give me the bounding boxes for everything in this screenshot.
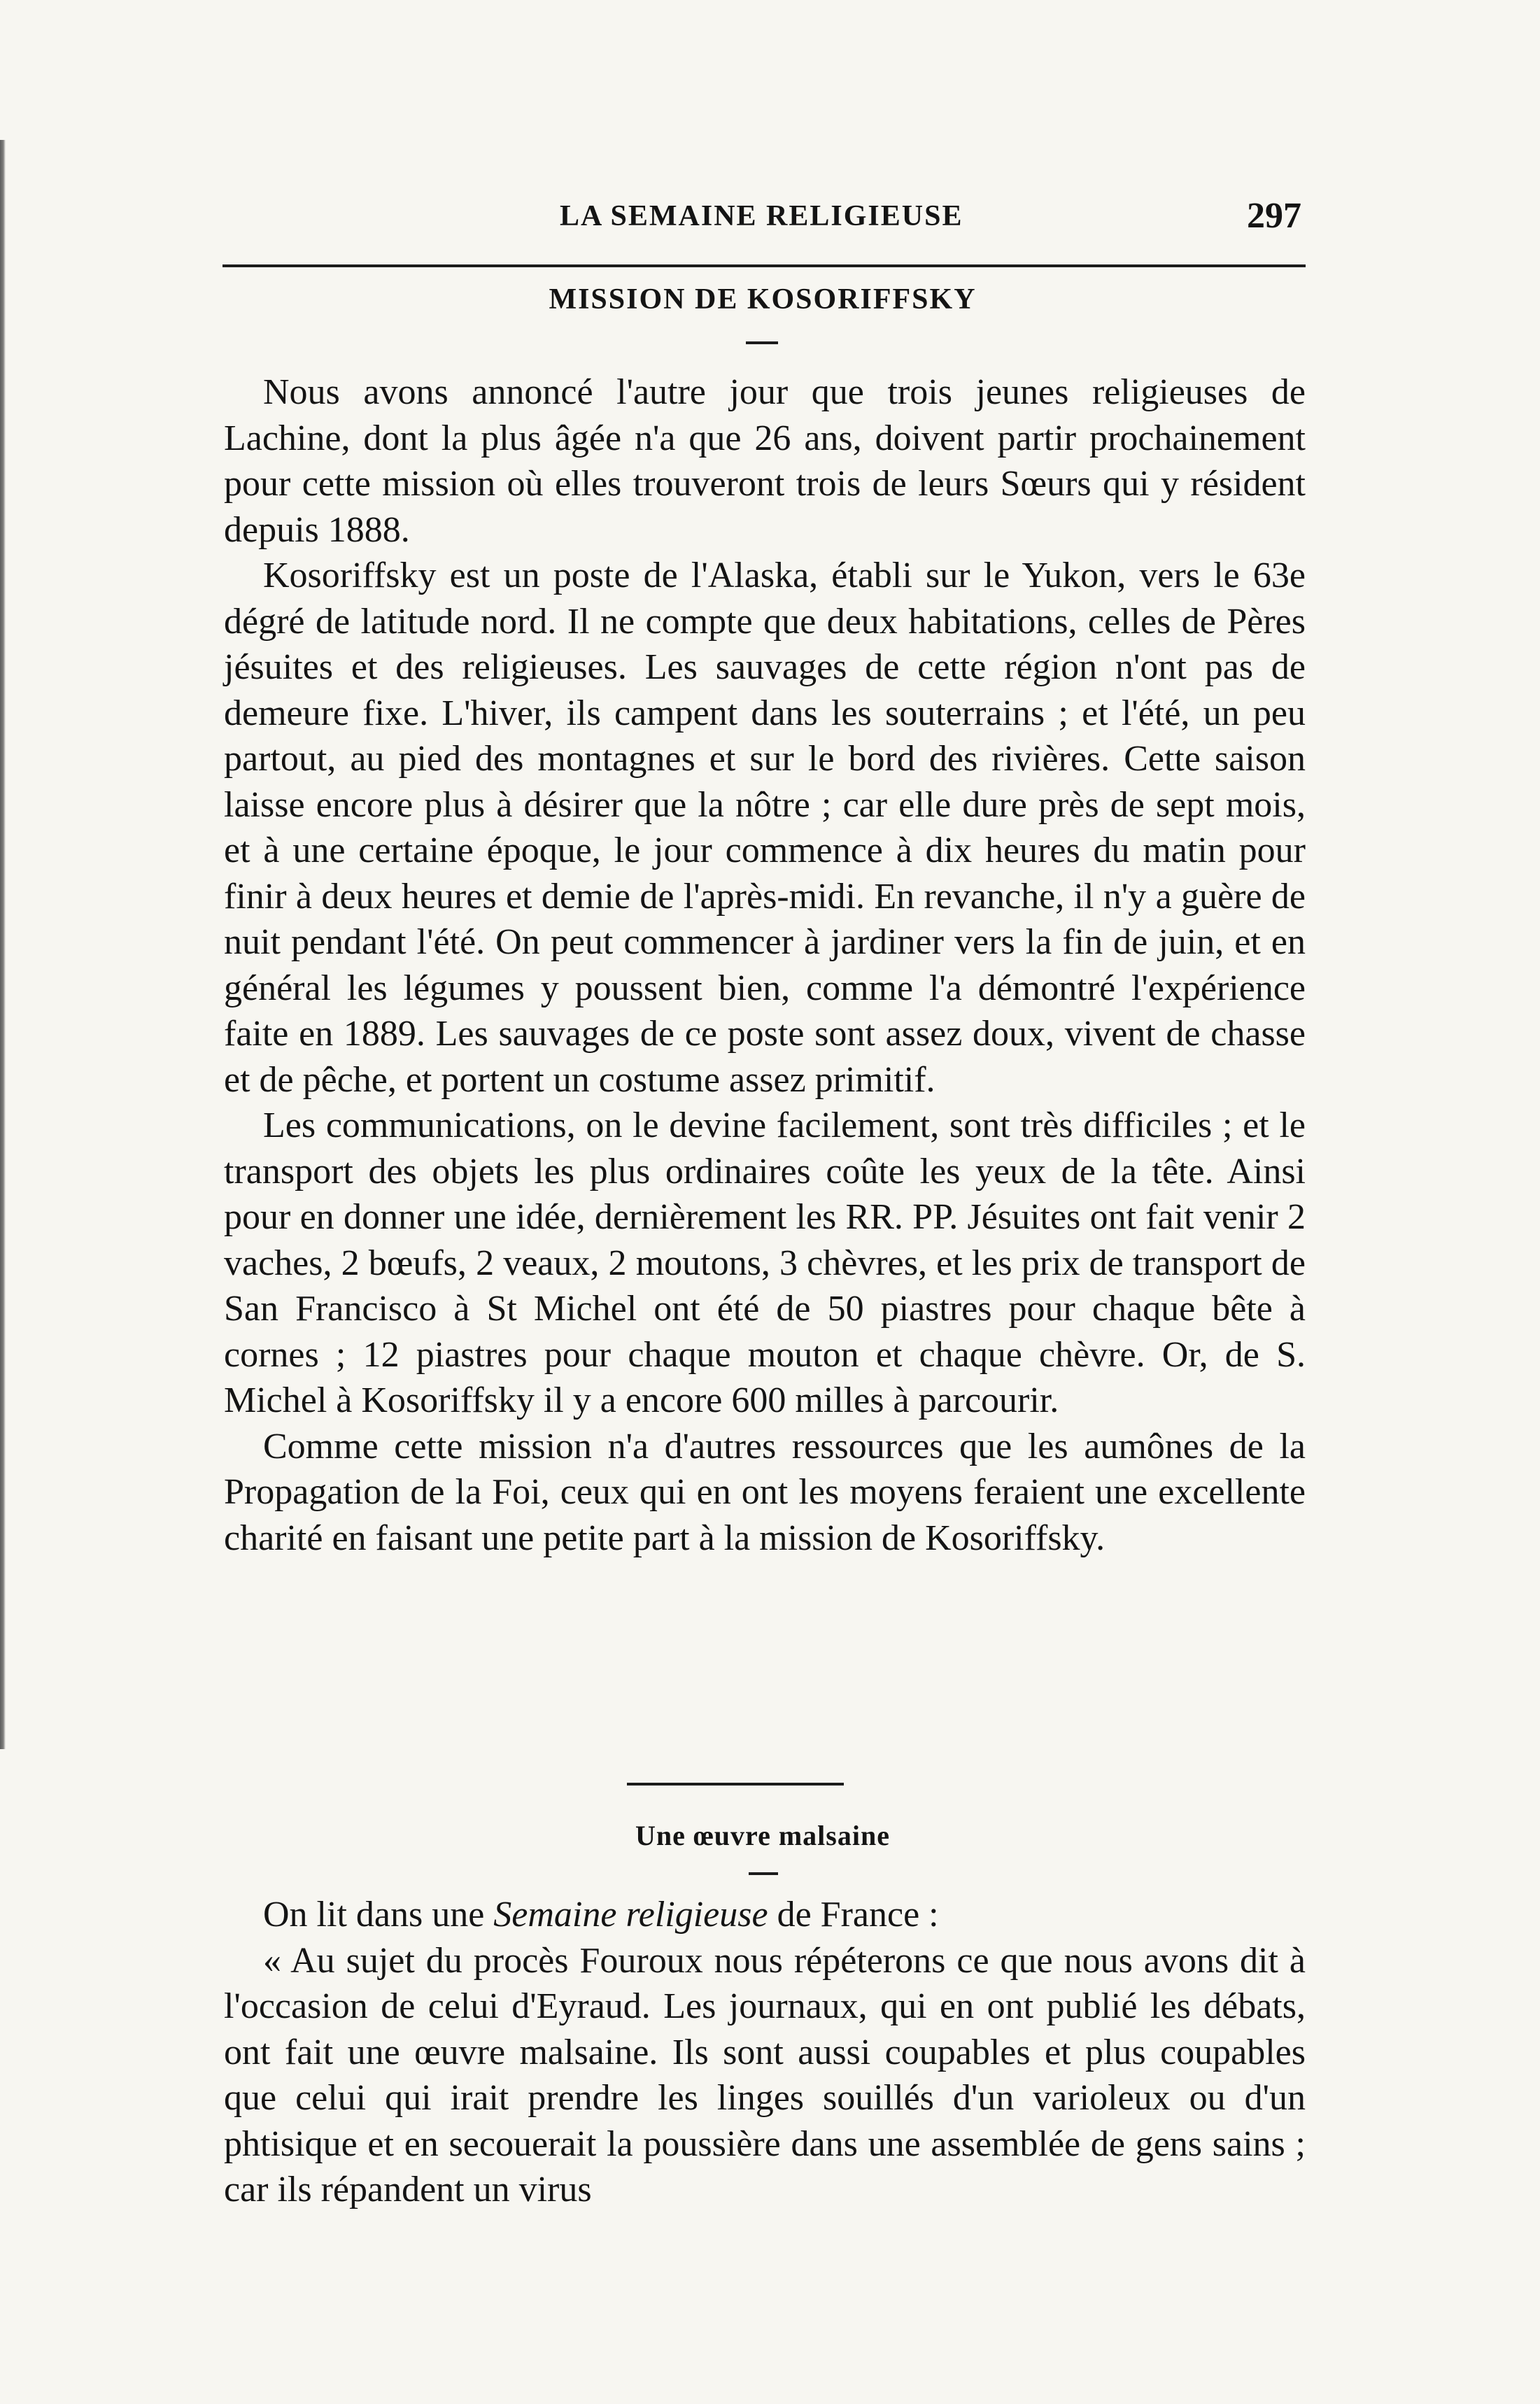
article-title: Une œuvre malsaine bbox=[635, 1820, 890, 1851]
intro-text: de France : bbox=[768, 1895, 939, 1935]
article-body bbox=[224, 369, 1306, 1561]
scan-left-edge bbox=[0, 140, 6, 1749]
title-dash bbox=[749, 1872, 778, 1875]
running-title: LA SEMAINE RELIGIEUSE bbox=[560, 200, 963, 232]
paragraph: Nous avons annoncé l'autre jour que trois jeunes religieuses de Lachine, dont la plus âgée n'a que 26 ans, doivent partir prochainement pour cette mission où elles trouveront trois de leurs Sœurs qui y résident depuis 1888. bbox=[224, 372, 1306, 550]
quote-paragraph: « Au sujet du procès Fouroux nous répéterons ce que nous avons dit à l'occasion de celui d'Eyraud. Les journaux, qui en ont publié les débats, ont fait une œuvre malsaine. Ils sont aussi coupables et plus coupables que celui qui irait prendre les linges souillés d'un varioleux ou d'un phtisique et en secouerait la poussière dans une assemblée de gens sains ; car ils répandent un virus bbox=[224, 1940, 1306, 2209]
publication-name: Semaine religieuse bbox=[493, 1895, 768, 1935]
section-divider bbox=[627, 1783, 844, 1786]
paragraph: Comme cette mission n'a d'autres ressources que les aumônes de la Propagation de la Foi, ceux qui en ont les moyens feraient une excellente charité en faisant une petite part à la mission de Kosoriffsky. bbox=[224, 1426, 1306, 1558]
header-rule bbox=[222, 264, 1306, 267]
page-header bbox=[224, 196, 1301, 248]
page-number: 297 bbox=[1247, 196, 1301, 236]
article-body bbox=[224, 1892, 1306, 2213]
article-title: MISSION DE KOSORIFFSKY bbox=[549, 283, 977, 316]
intro-text: On lit dans une bbox=[263, 1895, 494, 1935]
paragraph bbox=[224, 1892, 1306, 1938]
paragraph: Les communications, on le devine facilement, sont très difficiles ; et le transport des objets les plus ordinaires coûte les yeux de la tête. Ainsi pour en donner une idée, dernièrement les RR. PP. Jésuites ont fait venir 2 vaches, 2 bœufs, 2 veaux, 2 moutons, 3 chèvres, et les prix de transport de San Francisco à St Michel ont été de 50 piastres pour chaque bête à cornes ; 12 piastres pour chaque mouton et chaque chèvre. Or, de S. Michel à Kosoriffsky il y a encore 600 milles à parcourir. bbox=[224, 1105, 1306, 1420]
paragraph: Kosoriffsky est un poste de l'Alaska, établi sur le Yukon, vers le 63e dégré de latitude nord. Il ne compte que deux habitations, celles de Pères jésuites et des religieuses. Les sauvages de cette région n'ont pas de demeure fixe. L'hiver, ils campent dans les souterrains ; et l'été, un peu partout, au pied des montagnes et sur le bord des rivières. Cette saison laisse encore plus à désirer que la nôtre ; car elle dure près de sept mois, et à une certaine époque, le jour commence à dix heures du matin pour finir à deux heures et demie de l'après-midi. En revanche, il n'y a guère de nuit pendant l'été. On peut commencer à jardiner vers la fin de juin, et en général les légumes y poussent bien, comme l'a démontré l'expérience faite en 1889. Les sauvages de ce poste sont assez doux, vivent de chasse et de pêche, et portent un costume assez primitif. bbox=[224, 556, 1306, 1100]
title-dash bbox=[746, 341, 778, 344]
